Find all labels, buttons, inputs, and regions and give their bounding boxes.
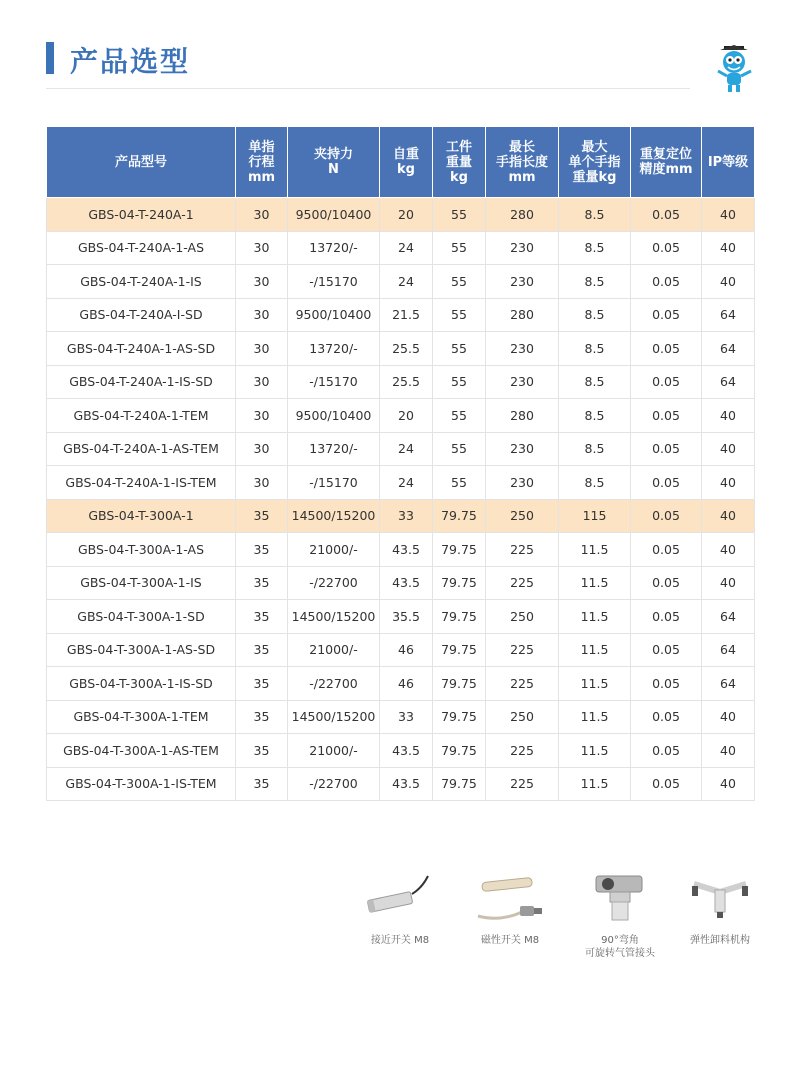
model-cell: GBS-04-T-240A-1 (47, 198, 236, 232)
spec-cell: 43.5 (380, 734, 433, 768)
spec-cell: 30 (236, 365, 288, 399)
proximity-switch-icon (360, 866, 440, 928)
spec-cell: 0.05 (631, 533, 702, 567)
spec-cell: 8.5 (559, 399, 631, 433)
spec-cell: 55 (433, 365, 486, 399)
spec-cell: 55 (433, 399, 486, 433)
spec-cell: 40 (702, 198, 755, 232)
column-header-line: 夹持力 (313, 147, 353, 162)
spec-cell: 225 (486, 633, 559, 667)
spec-cell: 40 (702, 566, 755, 600)
spec-cell: 8.5 (559, 466, 631, 500)
spec-cell: 25.5 (380, 365, 433, 399)
model-cell: GBS-04-T-240A-1-AS-SD (47, 332, 236, 366)
spec-cell: 0.05 (631, 667, 702, 701)
accessory-label: 接近开关 M8 (370, 935, 430, 946)
spec-cell: 55 (433, 432, 486, 466)
title-divider (46, 88, 690, 89)
table-row (47, 466, 755, 500)
spec-cell: 0.05 (631, 198, 702, 232)
spec-cell: 64 (702, 365, 755, 399)
column-header-line: 产品型号 (114, 154, 167, 170)
column-header-line: kg (450, 169, 468, 185)
model-cell: GBS-04-T-300A-1-AS (47, 533, 236, 567)
table-row (47, 399, 755, 433)
accessories-panel (350, 866, 770, 986)
model-cell: GBS-04-T-240A-1-TEM (47, 399, 236, 433)
spec-cell: 40 (702, 399, 755, 433)
column-header (631, 127, 702, 198)
spec-cell: 14500/15200 (288, 600, 380, 634)
model-cell: GBS-04-T-240A-1-IS (47, 265, 236, 299)
column-header (288, 127, 380, 198)
spec-cell: 8.5 (559, 298, 631, 332)
spec-cell: 35 (236, 566, 288, 600)
magnetic-switch-icon (470, 866, 550, 928)
column-header (559, 127, 631, 198)
column-header-line: mm (247, 169, 276, 185)
model-cell: GBS-04-T-300A-1-IS (47, 566, 236, 600)
column-header-line: 精度mm (639, 162, 693, 177)
spec-cell: 11.5 (559, 600, 631, 634)
spec-cell: 40 (702, 767, 755, 801)
spec-cell: 30 (236, 198, 288, 232)
spec-cell: 24 (380, 466, 433, 500)
table-row (47, 600, 755, 634)
product-selection-table (46, 126, 755, 801)
spec-cell: 13720/- (288, 231, 380, 265)
spec-cell: 115 (559, 499, 631, 533)
model-cell: GBS-04-T-240A-1-IS-SD (47, 365, 236, 399)
table-row (47, 499, 755, 533)
spec-cell: 20 (380, 399, 433, 433)
spec-cell: 55 (433, 466, 486, 500)
table-row (47, 365, 755, 399)
spec-cell: 250 (486, 700, 559, 734)
spec-cell: 30 (236, 298, 288, 332)
spec-cell: 55 (433, 298, 486, 332)
spec-cell: 280 (486, 298, 559, 332)
spec-cell: 46 (380, 667, 433, 701)
spec-cell: 0.05 (631, 365, 702, 399)
column-header-line: 工件 (445, 139, 472, 155)
spec-cell: 14500/15200 (288, 700, 380, 734)
spec-cell: 230 (486, 265, 559, 299)
column-header-line: mm (508, 169, 536, 185)
spec-cell: 79.75 (433, 499, 486, 533)
spec-cell: 0.05 (631, 633, 702, 667)
column-header-line: kg (397, 162, 415, 177)
spec-cell: 64 (702, 332, 755, 366)
spec-cell: 79.75 (433, 566, 486, 600)
spec-cell: 79.75 (433, 633, 486, 667)
column-header (702, 127, 755, 198)
spec-cell: 79.75 (433, 700, 486, 734)
spec-cell: 40 (702, 432, 755, 466)
elastic-unloading-icon (680, 866, 760, 928)
spec-cell: 230 (486, 466, 559, 500)
model-cell: GBS-04-T-300A-1-AS-TEM (47, 734, 236, 768)
spec-cell: 40 (702, 265, 755, 299)
table-row (47, 265, 755, 299)
spec-cell: 35 (236, 633, 288, 667)
spec-cell: 13720/- (288, 332, 380, 366)
spec-cell: 0.05 (631, 231, 702, 265)
spec-cell: 8.5 (559, 365, 631, 399)
table-row (47, 566, 755, 600)
accessory-label: 90°弯角 (601, 935, 639, 946)
column-header-line: 自重 (392, 147, 419, 162)
spec-cell: 21000/- (288, 734, 380, 768)
spec-cell: 35 (236, 667, 288, 701)
spec-cell: 79.75 (433, 767, 486, 801)
accessory-label: 可旋转气管接头 (585, 948, 655, 959)
spec-cell: 0.05 (631, 700, 702, 734)
spec-cell: 40 (702, 499, 755, 533)
table-row (47, 332, 755, 366)
spec-cell: 35 (236, 700, 288, 734)
accessory-magnetic-switch (460, 866, 560, 947)
spec-cell: 9500/10400 (288, 198, 380, 232)
spec-cell: -/15170 (288, 466, 380, 500)
spec-cell: 0.05 (631, 466, 702, 500)
spec-cell: 55 (433, 332, 486, 366)
spec-cell: 33 (380, 700, 433, 734)
spec-cell: 0.05 (631, 499, 702, 533)
spec-cell: -/22700 (288, 566, 380, 600)
mascot-icon (712, 44, 756, 94)
table-header-row (47, 127, 755, 198)
accessory-elbow-fitting (570, 866, 670, 960)
table-row (47, 734, 755, 768)
spec-cell: 64 (702, 298, 755, 332)
spec-cell: 14500/15200 (288, 499, 380, 533)
spec-cell: 30 (236, 332, 288, 366)
spec-cell: 24 (380, 265, 433, 299)
table-body (47, 198, 755, 801)
spec-cell: 11.5 (559, 734, 631, 768)
spec-cell: 79.75 (433, 600, 486, 634)
column-header (47, 127, 236, 198)
spec-cell: 230 (486, 231, 559, 265)
spec-cell: 21000/- (288, 533, 380, 567)
spec-cell: 0.05 (631, 298, 702, 332)
spec-cell: 250 (486, 499, 559, 533)
spec-cell: 46 (380, 633, 433, 667)
spec-cell: 21.5 (380, 298, 433, 332)
spec-cell: 0.05 (631, 399, 702, 433)
model-cell: GBS-04-T-300A-1-SD (47, 600, 236, 634)
spec-cell: 24 (380, 432, 433, 466)
spec-cell: 250 (486, 600, 559, 634)
column-header-line: 重复定位 (639, 147, 692, 162)
spec-cell: 8.5 (559, 231, 631, 265)
spec-cell: 43.5 (380, 566, 433, 600)
column-header (433, 127, 486, 198)
spec-cell: -/22700 (288, 767, 380, 801)
spec-cell: 11.5 (559, 533, 631, 567)
model-cell: GBS-04-T-240A-1-IS-TEM (47, 466, 236, 500)
spec-cell: 64 (702, 600, 755, 634)
spec-cell: 79.75 (433, 533, 486, 567)
spec-cell: 0.05 (631, 734, 702, 768)
spec-cell: 225 (486, 533, 559, 567)
model-cell: GBS-04-T-240A-1-AS-TEM (47, 432, 236, 466)
model-cell: GBS-04-T-300A-1-AS-SD (47, 633, 236, 667)
column-header-line: IP等级 (707, 154, 749, 170)
model-cell: GBS-04-T-240A-I-SD (47, 298, 236, 332)
model-cell: GBS-04-T-240A-1-AS (47, 231, 236, 265)
spec-cell: 0.05 (631, 600, 702, 634)
spec-cell: 25.5 (380, 332, 433, 366)
spec-cell: 20 (380, 198, 433, 232)
accessory-elastic-unloading (670, 866, 770, 947)
table-row (47, 767, 755, 801)
table-row (47, 198, 755, 232)
spec-cell: 35 (236, 533, 288, 567)
table-row (47, 633, 755, 667)
table-row (47, 231, 755, 265)
spec-cell: 0.05 (631, 767, 702, 801)
spec-cell: -/15170 (288, 265, 380, 299)
table-row (47, 533, 755, 567)
spec-cell: 33 (380, 499, 433, 533)
spec-cell: 79.75 (433, 734, 486, 768)
spec-cell: 230 (486, 365, 559, 399)
spec-cell: 8.5 (559, 332, 631, 366)
column-header-line: 最长 (508, 139, 535, 155)
spec-cell: 55 (433, 198, 486, 232)
column-header-line: 最大 (581, 139, 608, 155)
spec-cell: 21000/- (288, 633, 380, 667)
column-header-line: N (328, 162, 339, 177)
spec-cell: 280 (486, 399, 559, 433)
spec-cell: -/15170 (288, 365, 380, 399)
spec-cell: 35.5 (380, 600, 433, 634)
table-row (47, 700, 755, 734)
spec-cell: 225 (486, 667, 559, 701)
spec-cell: 11.5 (559, 633, 631, 667)
spec-cell: 35 (236, 600, 288, 634)
column-header-line: 行程 (248, 154, 275, 170)
model-cell: GBS-04-T-300A-1-IS-SD (47, 667, 236, 701)
spec-cell: 9500/10400 (288, 399, 380, 433)
column-header-line: 手指长度 (495, 154, 548, 170)
page-title: 产品选型 (70, 45, 191, 78)
spec-cell: 43.5 (380, 767, 433, 801)
title-accent-bar (46, 42, 54, 74)
model-cell: GBS-04-T-300A-1-TEM (47, 700, 236, 734)
spec-cell: 35 (236, 767, 288, 801)
accessory-label: 磁性开关 M8 (480, 935, 540, 946)
spec-cell: 40 (702, 231, 755, 265)
spec-cell: 0.05 (631, 265, 702, 299)
spec-cell: 0.05 (631, 566, 702, 600)
column-header-line: 单个手指 (568, 154, 621, 170)
column-header (380, 127, 433, 198)
model-cell: GBS-04-T-300A-1-IS-TEM (47, 767, 236, 801)
spec-cell: 11.5 (559, 667, 631, 701)
spec-cell: 30 (236, 265, 288, 299)
elbow-fitting-icon (580, 866, 660, 928)
spec-cell: 8.5 (559, 265, 631, 299)
spec-cell: 24 (380, 231, 433, 265)
spec-cell: 225 (486, 566, 559, 600)
spec-cell: 11.5 (559, 566, 631, 600)
spec-cell: 64 (702, 667, 755, 701)
table-row (47, 432, 755, 466)
spec-cell: 40 (702, 533, 755, 567)
spec-cell: 40 (702, 700, 755, 734)
spec-cell: 43.5 (380, 533, 433, 567)
accessory-label: 弹性卸料机构 (690, 935, 750, 946)
spec-cell: 230 (486, 432, 559, 466)
spec-cell: 9500/10400 (288, 298, 380, 332)
spec-cell: 225 (486, 734, 559, 768)
spec-cell: 225 (486, 767, 559, 801)
spec-cell: 11.5 (559, 700, 631, 734)
spec-cell: 79.75 (433, 667, 486, 701)
spec-cell: 8.5 (559, 198, 631, 232)
spec-cell: 64 (702, 633, 755, 667)
spec-cell: 55 (433, 231, 486, 265)
column-header-line: 重量 (445, 154, 472, 170)
spec-cell: 0.05 (631, 432, 702, 466)
column-header-line: 重量kg (572, 169, 617, 185)
spec-cell: 8.5 (559, 432, 631, 466)
spec-cell: 0.05 (631, 332, 702, 366)
spec-cell: 40 (702, 734, 755, 768)
table-row (47, 298, 755, 332)
spec-cell: 35 (236, 499, 288, 533)
spec-cell: 11.5 (559, 767, 631, 801)
spec-cell: 30 (236, 231, 288, 265)
spec-cell: 30 (236, 466, 288, 500)
accessory-proximity-switch (350, 866, 450, 947)
table-row (47, 667, 755, 701)
model-cell: GBS-04-T-300A-1 (47, 499, 236, 533)
spec-cell: -/22700 (288, 667, 380, 701)
column-header (486, 127, 559, 198)
spec-cell: 280 (486, 198, 559, 232)
spec-cell: 55 (433, 265, 486, 299)
spec-cell: 30 (236, 432, 288, 466)
spec-cell: 30 (236, 399, 288, 433)
column-header (236, 127, 288, 198)
spec-cell: 40 (702, 466, 755, 500)
column-header-line: 单指 (248, 139, 275, 155)
spec-cell: 13720/- (288, 432, 380, 466)
spec-cell: 35 (236, 734, 288, 768)
spec-cell: 230 (486, 332, 559, 366)
